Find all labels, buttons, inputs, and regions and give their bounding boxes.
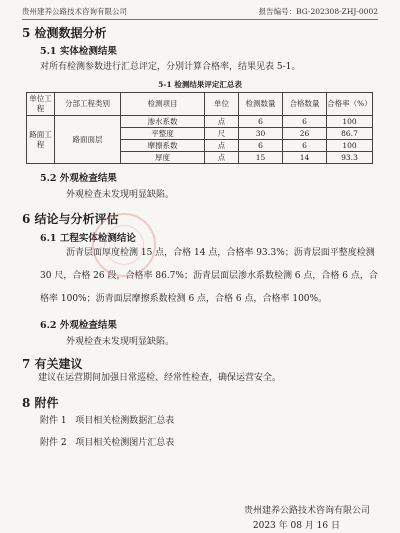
col-header-rate: 合格率（%） — [327, 93, 373, 116]
section-6-2-text: 外观检查未发现明显缺陷。 — [66, 337, 175, 347]
attachment-2 — [40, 436, 174, 450]
signature-date: 2023 年 08 月 16 日 — [252, 521, 340, 531]
result-summary-table — [26, 92, 373, 164]
cell-item: 厚度 — [121, 152, 205, 164]
section-8-title: 8 附件 — [22, 396, 59, 410]
section-6-1-line-2: 30 尺，合格 26 段，合格率 86.7%；沥青层面层渗水系数检测 6 点，合格 6 点，合 — [40, 271, 378, 281]
section-6-1-line-3: 格率 100%；沥青面层摩擦系数检测 6 点，合格 6 点，合格率 100%。 — [40, 294, 328, 304]
col-header-sub-project: 分部工程类别 — [55, 93, 121, 116]
cell-rate: 93.3 — [327, 152, 373, 164]
cell-item: 平整度 — [121, 128, 205, 140]
cell-count: 6 — [239, 116, 283, 128]
section-6-title: 6 结论与分析评估 — [22, 212, 119, 226]
cell-unit: 点 — [205, 140, 239, 152]
cell-pass: 6 — [283, 140, 327, 152]
col-header-item: 检测项目 — [121, 93, 205, 116]
section-6-1-title: 6.1 工程实体检测结论 — [40, 233, 136, 244]
section-5-title: 5 检测数据分析 — [22, 26, 107, 40]
section-7-text: 建议在运营期间加强日常巡检、经常性检查，确保运营安全。 — [38, 373, 282, 383]
cell-rate: 86.7 — [327, 128, 373, 140]
table-row — [27, 116, 373, 128]
cell-sub-project: 路面面层 — [55, 116, 121, 164]
cell-rate: 100 — [327, 116, 373, 128]
cell-unit-project: 路面工程 — [27, 116, 55, 164]
page-header — [22, 2, 378, 20]
section-5-2-text: 外观检查未发现明显缺陷。 — [66, 190, 175, 200]
col-header-unit: 单位 — [205, 93, 239, 116]
attachment-1 — [40, 414, 174, 428]
cell-unit: 尺 — [205, 128, 239, 140]
cell-pass: 14 — [283, 152, 327, 164]
cell-unit: 点 — [205, 152, 239, 164]
col-header-count: 检测数量 — [239, 93, 283, 116]
col-header-unit-project: 单位工程 — [27, 93, 55, 116]
table-header-row — [27, 93, 373, 116]
attachment-2-text: 项目相关检测图片汇总表 — [75, 438, 175, 448]
cell-count: 30 — [239, 128, 283, 140]
cell-item: 摩擦系数 — [121, 140, 205, 152]
section-6-1-line-1: 沥青层面厚度检测 15 点，合格 14 点，合格率 93.3%；沥青层面平整度检测 — [66, 248, 375, 258]
cell-pass: 6 — [283, 116, 327, 128]
section-5-1-title: 5.1 实体检测结果 — [40, 46, 117, 57]
header-company: 贵州建养公路技术咨询有限公司 — [22, 7, 127, 16]
section-6-2-title: 6.2 外观检查结果 — [40, 320, 117, 331]
section-5-2-title: 5.2 外观检查结果 — [40, 173, 117, 184]
attachment-2-label: 附件 2 — [40, 438, 67, 448]
attachment-1-text: 项目相关检测数据汇总表 — [75, 416, 175, 426]
cell-rate: 100 — [327, 140, 373, 152]
header-report-number: 报告编号：BG-202308-ZHJ-0002 — [258, 7, 378, 16]
attachment-1-label: 附件 1 — [40, 416, 67, 426]
cell-count: 6 — [239, 140, 283, 152]
cell-pass: 26 — [283, 128, 327, 140]
cell-count: 15 — [239, 152, 283, 164]
cell-item: 渗水系数 — [121, 116, 205, 128]
cell-unit: 点 — [205, 116, 239, 128]
section-5-1-text: 对所有检测参数进行汇总评定，分别计算合格率，结果见表 5-1。 — [40, 62, 301, 72]
signature-company: 贵州建养公路技术咨询有限公司 — [243, 506, 370, 516]
section-7-title: 7 有关建议 — [22, 357, 83, 371]
table-caption: 5-1 检测结果评定汇总表 — [158, 80, 242, 89]
col-header-pass: 合格数量 — [283, 93, 327, 116]
